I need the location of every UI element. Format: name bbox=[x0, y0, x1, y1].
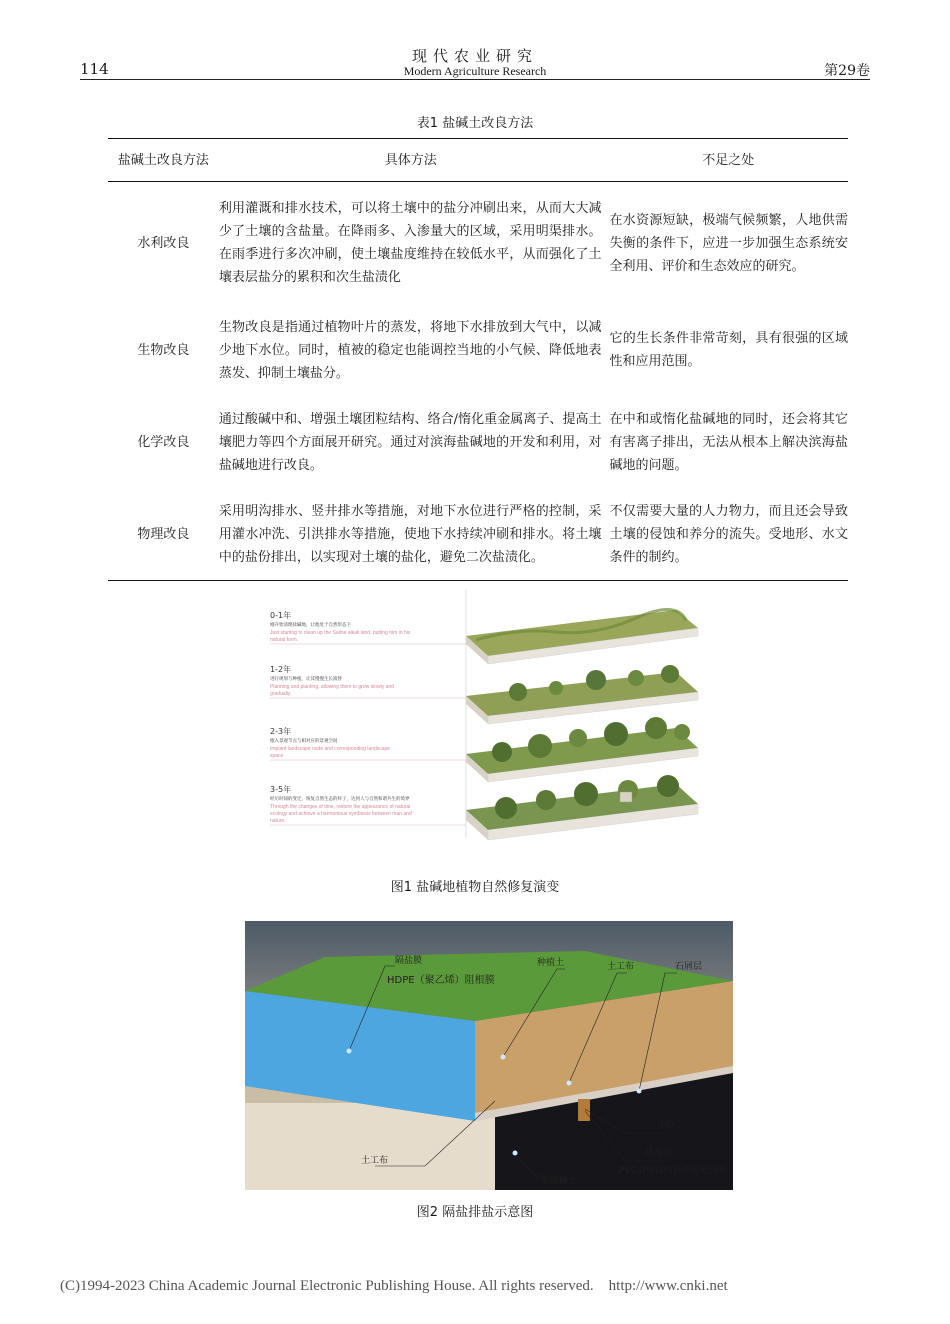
stage-en: gradually. bbox=[270, 691, 292, 697]
label-membrane: 隔盐膜 bbox=[395, 956, 423, 966]
stage-en: Implant landscape node and corresponding landscape bbox=[270, 746, 391, 752]
stage-4-text bbox=[270, 784, 466, 825]
stage-year: 0-1年 bbox=[270, 611, 292, 620]
stage-en: space bbox=[270, 753, 284, 759]
stage-1-text bbox=[270, 610, 466, 644]
stage-cn: 刚开始清理盐碱地，让他处于自然形态下 bbox=[270, 623, 351, 628]
figure2-caption: 图2 隔盐排盐示意图 bbox=[416, 1205, 534, 1220]
label-medium-sand: 中砂 bbox=[657, 1120, 676, 1130]
stage-en: nature. bbox=[270, 818, 286, 824]
stage-cn: 经历时间的变迁，恢复自然生态的样子，达到人与自然和谐共生的境界 bbox=[270, 797, 410, 802]
stage-en: Planning and planting, allowing them to grow slowly and bbox=[270, 684, 394, 690]
cell-detail: 利用灌溉和排水技术，可以将土壤中的盐分冲刷出来，从而大大减少了土壤的含盐量。在降雨多、入渗量大的区域，采用明渠排水。在雨季进行多次冲刷，使土壤盐度维持在较低水平，从而强化了土壤表层盐分的累积和次生盐渍化 bbox=[218, 201, 602, 285]
header-detail: 具体方法 bbox=[219, 139, 606, 182]
stage-4-slab bbox=[466, 775, 698, 840]
cell-shortcoming: 它的生长条件非常苛刻，具有很强的区域性和应用范围。 bbox=[609, 331, 848, 369]
restoration-evolution-figure bbox=[256, 588, 700, 846]
label-planting-soil: 种植土 bbox=[537, 958, 565, 968]
stage-2-slab bbox=[466, 665, 698, 724]
label-hdpe: HDPE（聚乙烯）阻根膜 bbox=[387, 975, 495, 986]
figure1-caption: 图1 盐碱地植物自然修复演变 bbox=[390, 880, 560, 895]
drain-pipe bbox=[578, 1099, 590, 1121]
cell-method: 生物改良 bbox=[137, 342, 190, 358]
cell-method: 水利改良 bbox=[137, 235, 190, 251]
stage-year: 3-5年 bbox=[270, 785, 292, 794]
page-number: 114 bbox=[80, 60, 109, 78]
copyright-footer bbox=[60, 1278, 728, 1295]
table-caption: 表1 盐碱土改良方法 bbox=[416, 116, 534, 131]
stage-cn: 植入景观节点与相对应的景观空间 bbox=[270, 739, 338, 744]
label-geotextile-top: 土工布 bbox=[607, 962, 635, 972]
improvement-methods-table bbox=[108, 138, 848, 581]
running-header bbox=[0, 48, 950, 78]
cell-shortcoming: 不仅需要大量的人力物力，而且还会导致土壤的侵蚀和养分的流失。受地形、水文条件的制约。 bbox=[606, 488, 848, 581]
stage-en: Through the changes of time, restore the appearance of natural bbox=[270, 804, 411, 810]
stage-en: natural form. bbox=[270, 637, 299, 643]
table-row bbox=[108, 304, 848, 396]
cell-method: 物理改良 bbox=[108, 488, 219, 581]
header-shortcoming: 不足之处 bbox=[606, 139, 848, 182]
label-pvc: PVC双壁波纹管外包无纺布 bbox=[619, 1166, 727, 1176]
volume-label: 第29卷 bbox=[824, 63, 870, 79]
table-row bbox=[108, 488, 848, 581]
table-row bbox=[108, 396, 848, 488]
cell-detail: 生物改良是指通过植物叶片的蒸发，将地下水排放到大气中，以减少地下水位。同时，植被的稳定也能调控当地的小气候、降低地表蒸发、抑制土壤盐分。 bbox=[218, 319, 602, 381]
journal-title-cn: 现代农业研究 bbox=[411, 47, 538, 65]
label-drain-pipe: 排盐管 bbox=[645, 1148, 673, 1158]
salt-isolation-diagram bbox=[245, 921, 733, 1190]
table-row bbox=[108, 182, 848, 305]
stage-year: 1-2年 bbox=[270, 665, 292, 674]
stage-en: ecology and achieve a harmonious symbiosis between man and bbox=[270, 811, 412, 817]
copyright-text: (C)1994-2023 China Academic Journal Electronic Publishing House. All rights reserved. bbox=[60, 1278, 594, 1294]
cell-shortcoming: 在水资源短缺，极端气候频繁，人地供需失衡的条件下，应进一步加强生态系统安全利用、评价和生态效应的研究。 bbox=[609, 212, 848, 274]
label-saline-soil: 原盐碱土 bbox=[541, 1176, 578, 1186]
stage-1-slab bbox=[466, 609, 698, 664]
stage-en: Just starting to clean up the Saline alkali land, putting him in his bbox=[270, 630, 411, 636]
cell-method: 化学改良 bbox=[137, 434, 190, 450]
stage-3-slab bbox=[466, 717, 698, 782]
journal-title-en: Modern Agriculture Research bbox=[403, 64, 547, 78]
cell-shortcoming: 在中和或惰化盐碱地的同时，还会将其它有害离子排出，无法从根本上解决滨海盐碱地的问题。 bbox=[609, 411, 848, 473]
cnki-url: http://www.cnki.net bbox=[608, 1278, 728, 1294]
cell-detail: 采用明沟排水、竖井排水等措施，对地下水位进行严格的控制，采用灌水冲洗、引洪排水等措施，使地下水持续冲刷和排水。将土壤中的盐份排出，以实现对土壤的盐化，避免二次盐渍化。 bbox=[219, 488, 606, 581]
header-rule bbox=[80, 79, 870, 80]
label-gravel: 石屑层 bbox=[675, 962, 703, 972]
stage-2-text bbox=[270, 664, 466, 698]
header-method: 盐碱土改良方法 bbox=[108, 139, 219, 182]
table-header-row bbox=[108, 139, 848, 182]
cell-detail: 通过酸碱中和、增强土壤团粒结构、络合/惰化重金属离子、提高土壤肥力等四个方面展开研究。通过对滨海盐碱地的开发和利用，对盐碱地进行改良。 bbox=[218, 411, 602, 473]
stage-cn: 进行规划与种植，让其慢慢生长演替 bbox=[270, 677, 342, 682]
label-geotextile-bottom: 土工布 bbox=[361, 1156, 389, 1166]
stage-3-text bbox=[270, 726, 466, 760]
stage-year: 2-3年 bbox=[270, 727, 292, 736]
